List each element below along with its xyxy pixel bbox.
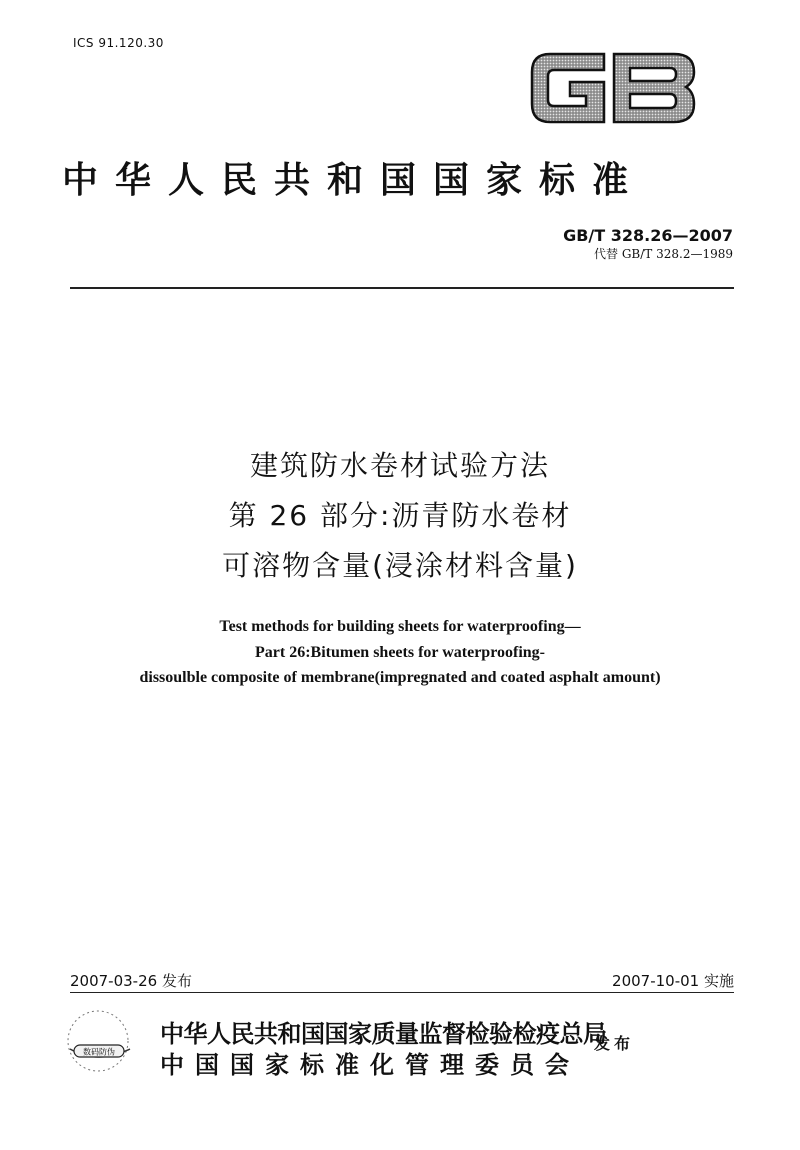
- issuer-sac: 中国国家标准化管理委员会: [160, 1050, 580, 1079]
- standard-number-block: [563, 226, 733, 262]
- anti-counterfeit-seal: [60, 1005, 142, 1077]
- implementation-date: 2007-10-01 实施: [612, 972, 734, 990]
- title-en-line-2: Part 26:Bitumen sheets for waterproofing-: [254, 644, 546, 661]
- standard-number: GB/T 328.26—2007: [563, 226, 733, 245]
- title-cn-line-3: 可溶物含量(浸涂材料含量): [222, 549, 578, 582]
- svg-text:数码防伪: 数码防伪: [83, 1047, 115, 1057]
- gb-logo: [528, 50, 698, 126]
- issuer-aqsiq: 中华人民共和国国家质量监督检验检疫总局: [160, 1019, 607, 1048]
- publish-label: 发布: [594, 1034, 635, 1053]
- issue-date: 2007-03-26 发布: [70, 972, 192, 990]
- gb-logo-mark: [532, 54, 694, 122]
- national-standard-heading: 中华人民共和国国家标准: [62, 159, 646, 201]
- header-divider: [70, 287, 734, 289]
- title-en-line-3: dissoulble composite of membrane(impregnated and coated asphalt amount): [139, 669, 661, 686]
- title-cn-line-2: 第 26 部分:沥青防水卷材: [228, 499, 572, 532]
- footer-divider: [70, 992, 734, 993]
- title-en-line-1: Test methods for building sheets for waterproofing—: [219, 618, 581, 635]
- ics-code: ICS 91.120.30: [73, 36, 164, 50]
- title-cn-line-1: 建筑防水卷材试验方法: [249, 449, 550, 482]
- replaces-standard: 代替 GB/T 328.2—1989: [594, 247, 733, 261]
